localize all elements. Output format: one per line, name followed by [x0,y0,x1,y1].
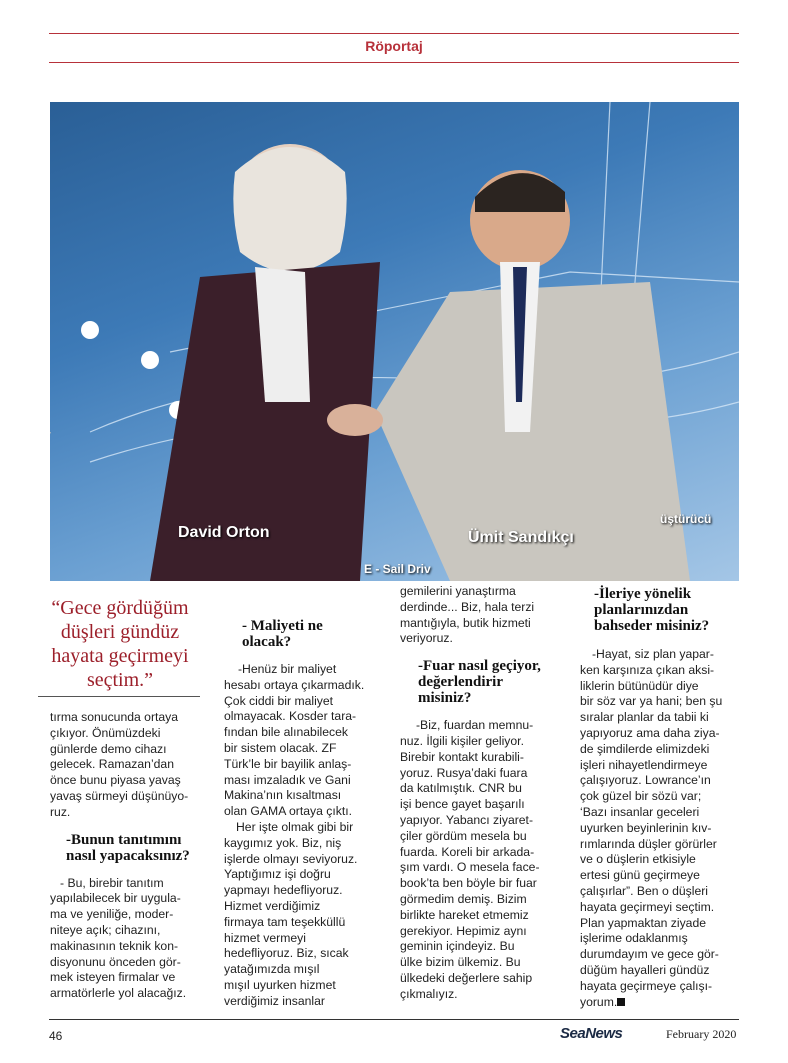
col1-line: önce bunu piyasa yavaş [50,773,181,788]
photo-sign-right: üştürücü [660,512,712,526]
col1-line: çıkıyor. Önümüzdeki [50,725,161,740]
col3-answer-line: yapıyor. Yabancı ziyaret- [400,812,534,827]
col3-answer-line: yoruz. Rusya’daki fuara [400,765,528,780]
col2-answer-line: yatağımızda mışıl [224,962,320,977]
col1-answer-line: niteye açık; cihazını, [50,922,161,937]
col3-question: değerlendirir [418,674,503,691]
col4-answer-line: hayata geçirmeye çalışı- [580,978,713,993]
col4-answer-line: çalışırlar”. Ben o düşleri [580,883,709,898]
col3-answer-line: ülke bizim ülkemiz. Bu [400,955,521,970]
col2-answer-line: işlerde olmayı seviyoruz. [224,851,358,866]
col2-answer-line: hizmet vermeyi [224,930,306,945]
col2-answer-line: Yaptığımız işi doğru [224,867,331,882]
col3-answer-line: birlikte hareket etmemiz [400,907,529,922]
col2-answer-line: verdiğimiz insanlar [224,993,325,1008]
col4-answer-line: rımlarında düşler görürler [580,836,717,851]
col3-answer-line: gerekiyor. Hepimiz aynı [400,923,527,938]
column-3 [400,584,570,1003]
col4-answer-line: liklerin bütünüdür diye [580,678,699,693]
col2-answer-line: hesabı ortaya çıkarmadık. [224,677,365,692]
column-2 [224,618,382,1010]
end-mark-icon [617,998,625,1006]
col2-answer-line: firmaya tam teşekküllü [224,914,346,929]
col1-answer-line: mek isteyen firmalar ve [50,970,176,985]
col1-answer-line: disyonunu önceden gör- [50,954,181,969]
col3-answer-line: çıkmalıyız. [400,986,458,1001]
col4-answer-line: de şimdilerde elimizdeki [580,741,710,756]
column-1 [50,710,210,1002]
col4-answer-line: yapıyoruz ama daha ziya- [580,725,720,740]
col1-line: gelecek. Ramazan’dan [50,757,174,772]
col2-answer-line: olmayacak. Kosder tara- [224,709,357,724]
col4-question: bahseder misiniz? [594,618,710,634]
col4-answer-line: ken karşınıza çıkan aksi- [580,662,715,677]
col4-last-line [580,995,742,1011]
col2-question: olacak? [242,634,292,650]
col4-answer-line: çok güzel bir sözü var; [580,789,702,804]
col3-line: derdinde... Biz, hala terzi [400,599,535,614]
issue-date: February 2020 [666,1027,737,1041]
col2-answer-line: Türk’le bir bayilik anlaş- [224,756,352,771]
col1-question: -Bunun tanıtımını [66,831,182,848]
col3-line: gemilerini yanaştırma [400,584,516,598]
col3-question: -Fuar nasıl geçiyor, [418,658,541,675]
photo-sign-bottom: E - Sail Driv [364,562,431,576]
photo-illustration [50,102,739,581]
col3-answer-line: görmedim demiş. Bizim [400,891,527,906]
col2-answer-line: Makina’nın kısaltması [224,788,342,803]
col3-answer-line: şım vardı. O mesela face- [400,860,540,875]
col1-line: tırma sonucunda ortaya [50,710,179,724]
pull-quote: “Gece gördüğüm düşleri gündüz hayata geçirmeyi seçtim.” [51,597,189,691]
col4-question: -İleriye yönelik [594,586,692,602]
col2-answer-line: Her işte olmak gibi bir [236,819,354,834]
col4-answer-line: durumdayım ve gece gör- [580,947,719,962]
col4-answer-line: çalışıyoruz. Lowrance’ın [580,773,711,788]
col2-answer-line: yapmayı hedefliyoruz. [224,883,343,898]
col4-answer-line: -Hayat, siz plan yapar- [592,647,714,661]
col4-answer-line: Plan yapmaktan ziyade [580,915,707,930]
col1-answer-line: - Bu, birebir tanıtım [60,875,164,890]
col3-answer-line: işi bence gayet başarılı [400,797,525,812]
column-4 [580,586,742,1010]
magazine-brand: SeaNews [560,1025,623,1042]
col3-answer-line: -Biz, fuardan memnu- [416,718,534,733]
col4-answer-line: düğüm hayalleri gündüz [580,962,710,977]
col3-answer-line: nuz. İlgili kişiler geliyor. [400,733,524,748]
col1-answer-line: armatörlerle yol alacağız. [50,986,187,1001]
header-rule-bottom [49,62,739,63]
col4-answer-line: uyurken beyinlerinin kıv- [580,820,712,835]
col2-answer-line: mışıl uyurken hizmet [224,977,336,992]
col2-answer-line: hedefliyoruz. Biz, sıcak [224,946,349,961]
col1-question: nasıl yapacaksınız? [66,847,190,864]
col3-question: misiniz? [418,690,472,707]
header-rule-top [49,33,739,34]
col3-answer-line: geminin içindeyiz. Bu [400,939,515,954]
col4-answer-line: ertesi günü geçirmeye [580,868,700,883]
col3-line: veriyoruz. [400,631,453,646]
col3-answer-line: fuarda. Koreli bir arkada- [400,844,535,859]
col1-line: ruz. [50,804,71,819]
col4-question: planlarınızdan [594,602,689,618]
pull-quote-rule [38,696,200,697]
col4-answer-line: ve o düşlerin etkisiyle [580,852,696,867]
col3-answer-line: da katılmıştık. CNR bu [400,781,522,796]
page-number: 46 [49,1029,63,1043]
col2-answer-line: Hizmet verdiğimiz [224,898,321,913]
col3-answer-line: çiler gördüm mesela bu [400,828,527,843]
col4-answer-line: yorum. [580,994,618,1009]
col4-answer-line: sıralar planlar da tabii ki [580,710,709,725]
section-label: Röportaj [365,38,423,54]
col2-answer-line: ması imzaladık ve Gani [224,772,351,787]
col2-answer-line: olan GAMA ortaya çıktı. [224,804,353,819]
col4-answer-line: hayata geçirmeyi seçtim. [580,899,715,914]
col2-answer-line: fından bile alınabilecek [224,725,348,740]
photo-caption-right: Ümit Sandıkçı [468,529,574,546]
col1-line: yavaş sürmeyi düşünüyo- [50,788,189,803]
col1-answer-line: makinasının teknik kon- [50,938,179,953]
photo-caption-left: David Orton [178,524,270,541]
col2-question: - Maliyeti ne [242,618,323,634]
col2-answer-line: bir sistem olacak. ZF [224,740,337,755]
col3-answer-line: book’ta ben böyle bir fuar [400,876,537,891]
col3-answer-line: ülkedeki değerlere sahip [400,970,533,985]
col3-line: mantığıyla, butik hizmeti [400,615,531,630]
col2-answer-line: -Henüz bir maliyet [238,662,337,676]
footer-rule [49,1019,739,1020]
col4-answer-line: işleri nihayetlendirmeye [580,757,708,772]
col4-answer-line: bir söz var ya hani; ben şu [580,694,723,709]
col1-answer-line: ma ve yeniliğe, moder- [50,907,174,922]
col4-answer-line: ‘Bazı insanlar geceleri [580,804,700,819]
interview-photo [50,102,739,581]
col3-answer-line: Birebir kontakt kurabili- [400,749,524,764]
col1-answer-line: yapılabilecek bir uygula- [50,891,181,906]
col4-answer-line: işlerime odaklanmış [580,931,688,946]
col2-answer-line: Çok ciddi bir maliyet [224,693,334,708]
col1-line: günlerde demo cihazı [50,741,167,756]
col2-answer-line: kaygımız yok. Biz, niş [224,835,342,850]
